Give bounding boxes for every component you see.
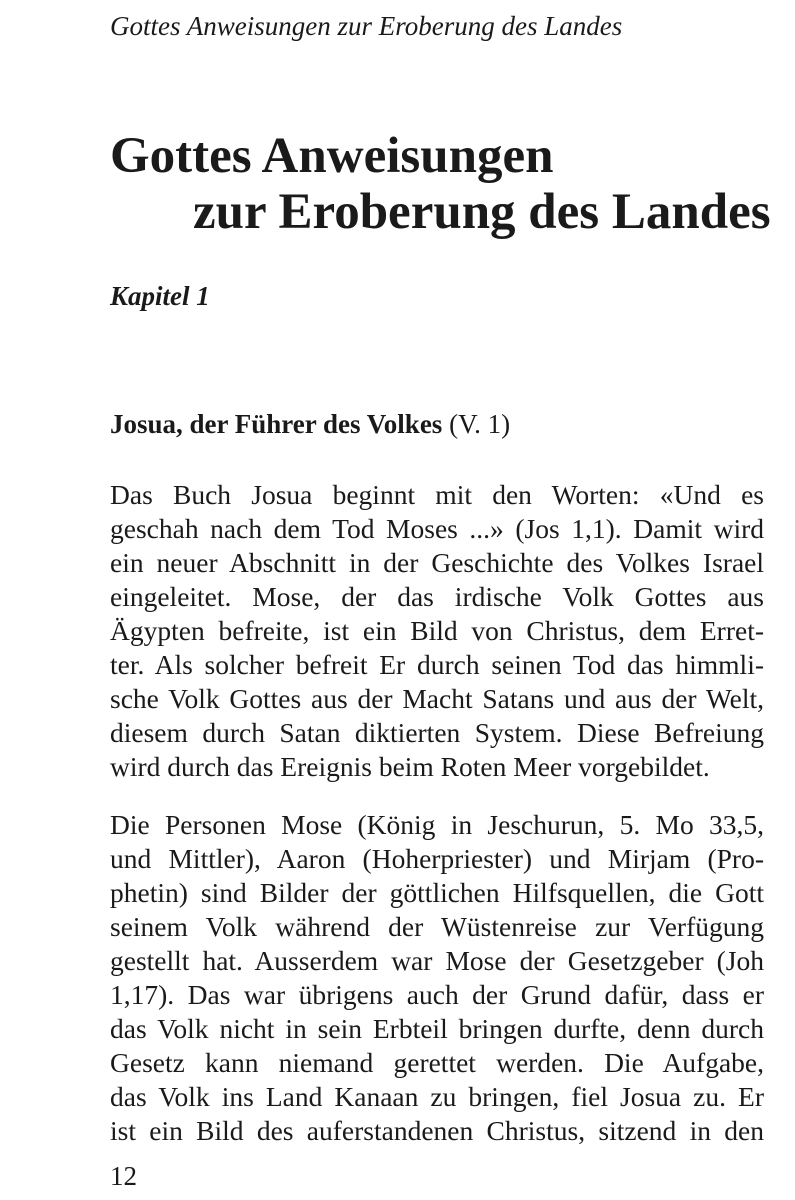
paragraph-line: phetin) sind Bilder der göttlichen Hilfsquellen, die Gott	[110, 877, 764, 908]
section-heading-title: Josua, der Führer des Volkes	[110, 409, 443, 439]
section-heading-reference: (V. 1)	[449, 409, 511, 439]
paragraph-line: gestellt hat. Ausserdem war Mose der Gesetzgeber (Joh	[110, 945, 764, 976]
paragraph-line: Die Personen Mose (König in Jeschurun, 5. Mo 33,5,	[110, 809, 764, 840]
chapter-label: Kapitel 1	[110, 281, 210, 311]
paragraph-2	[110, 808, 764, 1148]
section-heading	[110, 404, 510, 444]
paragraph-1	[110, 478, 764, 784]
paragraph-line: seinem Volk während der Wüstenreise zur Verfügung	[110, 911, 764, 942]
page-number: 12	[110, 1161, 137, 1191]
paragraph-line: Ägypten befreite, ist ein Bild von Christus, dem Erret-	[110, 615, 764, 646]
page-title-line-2: zur Eroberung des Landes	[193, 184, 771, 240]
page-title	[110, 128, 771, 240]
paragraph-line: das Volk ins Land Kanaan zu bringen, fiel Josua zu. Er	[110, 1081, 764, 1112]
paragraph-line: ter. Als solcher befreit Er durch seinen Tod das himmli-	[110, 649, 764, 680]
paragraph-line: wird durch das Ereignis beim Roten Meer vorgebildet.	[110, 751, 710, 782]
paragraph-line: 1,17). Das war übrigens auch der Grund dafür, dass er	[110, 979, 764, 1010]
paragraph-line: eingeleitet. Mose, der das irdische Volk Gottes aus	[110, 581, 764, 612]
paragraph-line: geschah nach dem Tod Moses ...» (Jos 1,1). Damit wird	[110, 513, 764, 544]
paragraph-line: Das Buch Josua beginnt mit den Worten: «Und es	[110, 479, 764, 510]
paragraph-line: ein neuer Abschnitt in der Geschichte des Volkes Israel	[110, 547, 764, 578]
paragraph-line: sche Volk Gottes aus der Macht Satans und aus der Welt,	[110, 683, 764, 714]
paragraph-line: diesem durch Satan diktierten System. Diese Befreiung	[110, 717, 764, 748]
page-title-line-1: Gottes Anweisungen	[110, 128, 554, 184]
running-head: Gottes Anweisungen zur Eroberung des Landes	[110, 11, 623, 41]
paragraph-line: das Volk nicht in sein Erbteil bringen durfte, denn durch	[110, 1013, 764, 1044]
paragraph-line: ist ein Bild des auferstandenen Christus, sitzend in den	[110, 1115, 764, 1146]
paragraph-line: und Mittler), Aaron (Hoherpriester) und Mirjam (Pro-	[110, 843, 764, 874]
paragraph-line: Gesetz kann niemand gerettet werden. Die Aufgabe,	[110, 1047, 764, 1078]
